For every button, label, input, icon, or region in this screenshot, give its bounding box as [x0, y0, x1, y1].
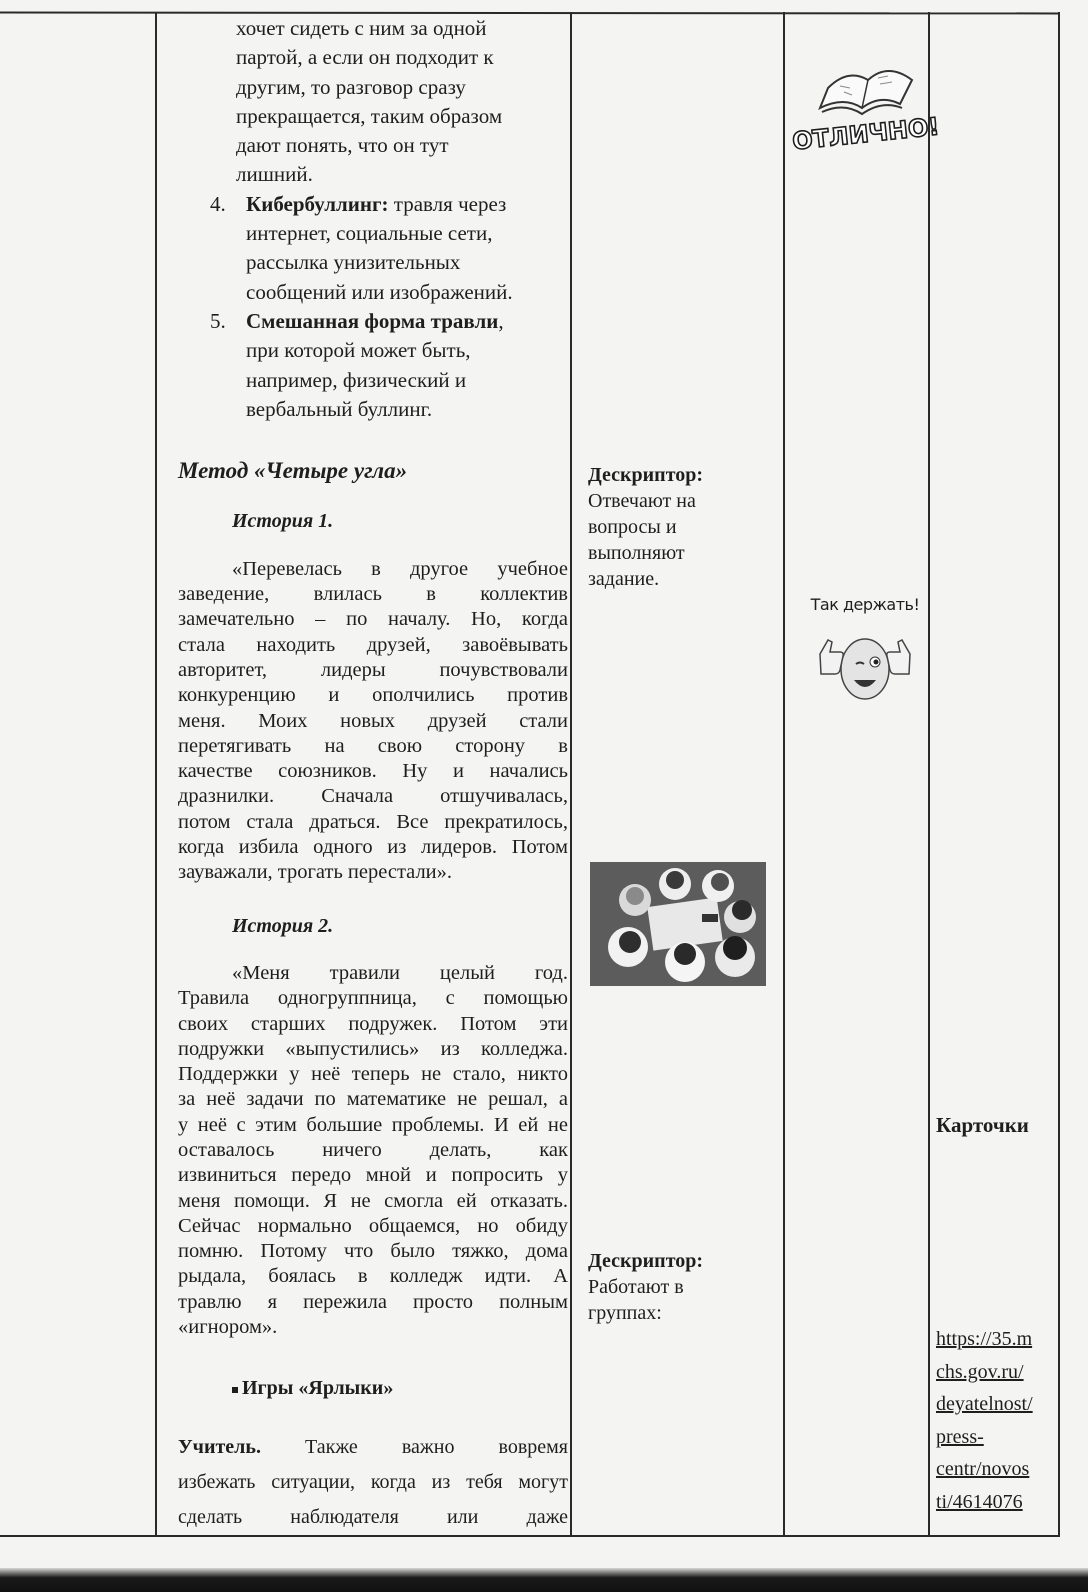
text-line: дают понять, что он тут — [236, 133, 449, 158]
lesson-content-column — [178, 14, 568, 1535]
text-line: оставалось ничего делать, как — [178, 1138, 568, 1161]
link-line[interactable]: chs.gov.ru/ — [936, 1360, 1024, 1383]
game-title-text: Игры «Ярлыки» — [242, 1377, 394, 1400]
resource-link[interactable] — [936, 1323, 1054, 1518]
text-line: извиниться передо мной и попросить у — [178, 1164, 568, 1187]
text-line: например, физический и — [246, 367, 467, 392]
text-line: хочет сидеть с ним за одной — [236, 16, 487, 40]
link-line[interactable]: centr/novos — [936, 1458, 1030, 1480]
text-line: меня. Моих новых друзей стали — [178, 709, 568, 732]
column-divider-4 — [928, 12, 930, 1536]
group-work-photo — [590, 862, 766, 986]
scan-shadow-band — [0, 1568, 1088, 1592]
text-line: выполняют — [588, 542, 685, 564]
text-line: конкуренцию и ополчились против — [178, 684, 568, 707]
text-line: сделать наблюдателя или даже — [178, 1505, 568, 1528]
text-line: у неё с этим большие проблемы. И ей не — [178, 1113, 568, 1136]
descriptor-label: Дескриптор: — [588, 464, 704, 486]
text-line: задание. — [588, 568, 660, 590]
text-line: Работают в — [588, 1276, 684, 1298]
descriptor-block-2 — [588, 1248, 778, 1326]
text-line: рассылка унизительных — [246, 250, 461, 275]
list-number: 4. — [210, 191, 226, 216]
text-line: рыдала, боялась в колледж идти. А — [178, 1265, 568, 1288]
text-line: Поддержки у неё теперь не стало, никто — [178, 1063, 568, 1086]
column-divider-1 — [155, 12, 157, 1536]
text-line: замечательно – по началу. Но, когда — [178, 608, 568, 631]
text-line: Сейчас нормально общаемся, но обиду — [178, 1214, 568, 1237]
text-fragment: травля через — [388, 191, 507, 216]
list-item-mixed-bullying — [178, 307, 568, 424]
text-line: травлю я пережила просто полным — [178, 1290, 568, 1313]
text-line: вербальный буллинг. — [246, 396, 433, 421]
bullying-types-list — [178, 190, 568, 424]
column-divider-3 — [783, 12, 785, 1536]
text-line: сообщений или изображений. — [246, 279, 513, 304]
term-title: Смешанная форма травли — [246, 308, 499, 333]
text-line: заведение, влилась в коллектив — [178, 583, 568, 606]
text-line: авторитет, лидеры почувствовали — [178, 658, 568, 681]
text-fragment: , — [498, 308, 504, 333]
game-heading — [232, 1374, 568, 1403]
thumbs-up-smiley-icon — [800, 614, 930, 706]
text-line: интернет, социальные сети, — [246, 221, 493, 246]
text-line: дразнилки. Сначала отшучивалась, — [178, 785, 568, 808]
text-line: «Перевелась в другое учебное — [232, 557, 568, 580]
keep-it-up-sticker — [800, 595, 930, 715]
text-line: «Меня травили целый год. — [232, 961, 568, 984]
text-line: зауважали, трогать перестали». — [178, 861, 453, 884]
text-line: стала находить друзей, завоёвывать — [178, 633, 568, 656]
cards-resource-label: Карточки — [936, 1113, 1029, 1137]
descriptor-block-1 — [588, 462, 778, 592]
story-1-heading: История 1. — [232, 510, 334, 533]
term-title: Кибербуллинг: — [246, 191, 389, 216]
link-line[interactable]: press- — [936, 1425, 984, 1448]
descriptor-label: Дескриптор: — [588, 1250, 704, 1272]
link-line[interactable]: deyatelnost/ — [936, 1393, 1033, 1415]
story-2-text — [178, 961, 568, 1340]
teacher-label: Учитель. — [178, 1435, 261, 1458]
text-line: прекращается, таким образом — [236, 103, 503, 128]
text-line: при которой может быть, — [246, 338, 471, 363]
bullet-icon — [232, 1387, 238, 1393]
text-line: когда избила одного из лидеров. Потом — [178, 836, 568, 859]
link-line[interactable]: https://35.m — [936, 1328, 1033, 1350]
text-line: избежать ситуации, когда из тебя могут — [178, 1470, 568, 1493]
text-line: группах: — [588, 1302, 662, 1324]
table-bottom-border — [0, 1535, 1060, 1537]
link-line[interactable]: ti/4614076 — [936, 1490, 1023, 1513]
text-line: помню. Потому что было тяжко, дома — [178, 1240, 568, 1263]
list-item-cyberbullying — [178, 190, 568, 307]
text-line: потом стала драться. Все прекратилось, — [178, 810, 568, 833]
column-divider-2 — [570, 12, 572, 1536]
text-line: Отвечают на — [588, 490, 696, 512]
method-heading: Метод «Четыре угла» — [178, 458, 408, 484]
text-line: перетягивать на свою сторону в — [178, 734, 568, 757]
teacher-speech — [178, 1430, 568, 1535]
excellent-sticker — [790, 50, 941, 160]
text-line: другим, то разговор сразу — [236, 74, 466, 99]
text-fragment: Также важно вовремя — [260, 1435, 568, 1458]
text-line: лишний. — [236, 162, 313, 187]
continued-list-item — [236, 14, 568, 190]
text-line: вопросы и — [588, 516, 677, 538]
text-line: качестве союзников. Ну и начались — [178, 760, 568, 783]
text-line: «игнором». — [178, 1316, 278, 1339]
text-line: за неё задачи по математике не решал, а — [178, 1088, 568, 1111]
group-work-illustration — [590, 862, 766, 986]
text-line: меня помощи. Я не смогла ей отказать. — [178, 1189, 568, 1212]
list-number: 5. — [210, 308, 226, 333]
keep-it-up-caption: Так держать! — [810, 595, 920, 614]
text-line: партой, а если он подходит к — [236, 45, 494, 70]
column-divider-5 — [1058, 12, 1060, 1536]
text-line: Травила одногруппница, с помощью — [178, 987, 568, 1010]
story-1-text — [178, 557, 568, 886]
open-book-icon — [790, 50, 941, 160]
story-2-heading: История 2. — [232, 914, 334, 937]
text-line: своих старших подружек. Потом эти — [178, 1012, 568, 1035]
text-line: подружки «выпустились» из колледжа. — [178, 1037, 568, 1060]
excellent-sticker-text: ОТЛИЧНО! — [790, 112, 941, 156]
